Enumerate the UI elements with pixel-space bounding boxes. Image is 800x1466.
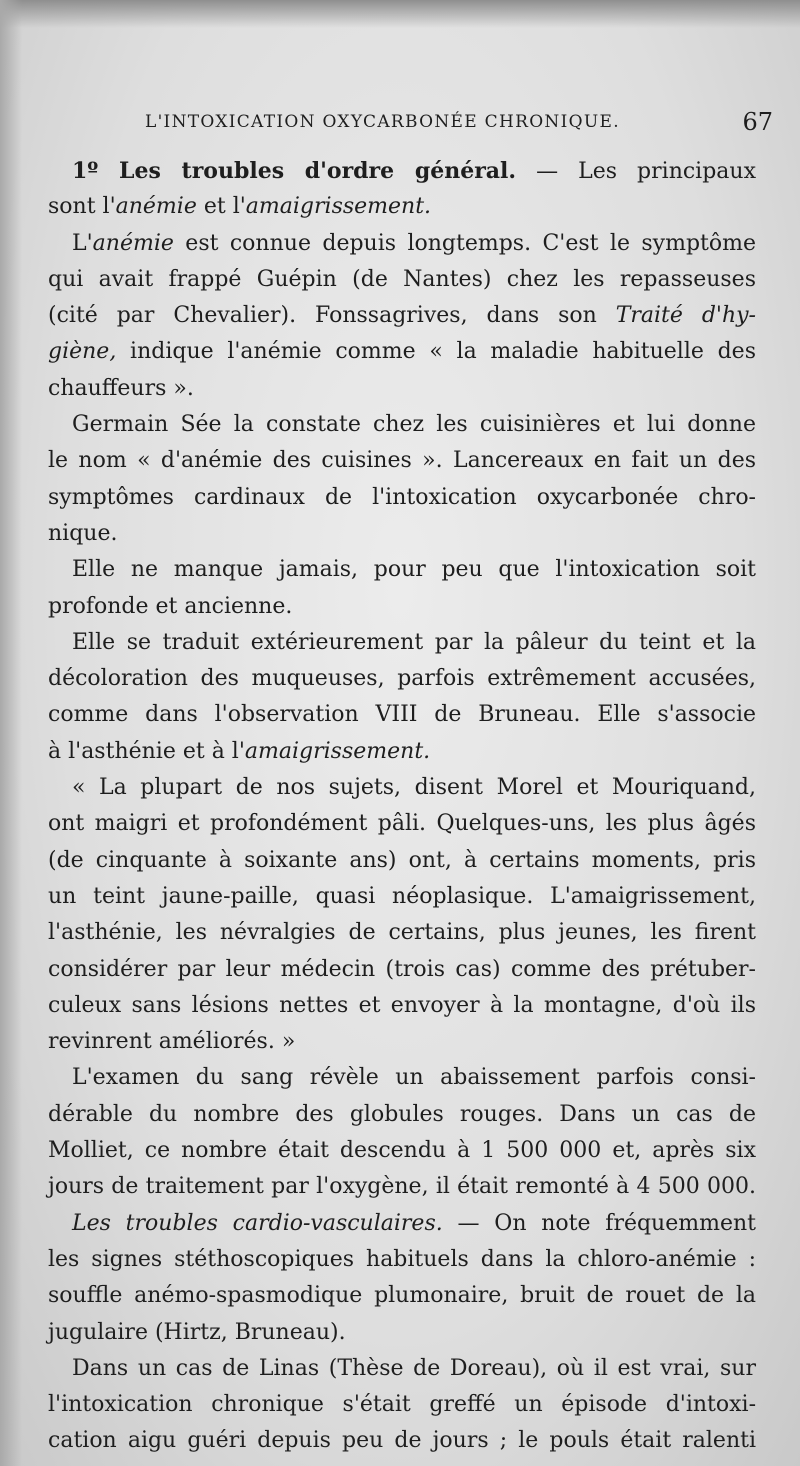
text-span: culeux sans lésions nettes et envoyer à la montagne, d'où ils [48,992,756,1018]
text-line [48,189,756,225]
text-span: Germain Sée la constate chez les cuisinières et lui donne [72,412,756,438]
text-line [48,589,756,625]
text-span: Elle se traduit extérieurement par la pâleur du teint et la [72,629,756,655]
text-span: décoloration des muqueuses, parfois extrêmement accusées, [48,666,756,692]
text-line [48,1169,756,1205]
text-span: Traité d'hy- [615,303,756,329]
text-line [48,334,756,370]
text-span: à l'asthénie et à l' [48,738,245,764]
text-span: cation aigu guéri depuis peu de jours ; le pouls était ralenti [48,1428,756,1454]
text-span: l'intoxication chronique s'était greffé un épisode d'intoxi- [48,1392,756,1418]
text-span: (de cinquante à soixante ans) ont, à certains moments, pris [48,847,756,873]
text-line [48,516,756,552]
text-span: anémie [115,194,197,220]
text-line [48,262,756,298]
text-span: L' [72,230,93,256]
text-span: anémie [92,230,174,256]
text-span: — On note fréquemment [442,1210,756,1236]
text-span: un teint jaune-paille, quasi néoplasique. L'amaigrissement, [48,883,756,909]
text-span: Les troubles cardio-vasculaires. [72,1210,443,1236]
text-span: jugulaire (Hirtz, Bruneau). [48,1319,346,1345]
text-span: symptômes cardinaux de l'intoxication oxycarbonée chro- [48,484,756,510]
text-span: L'examen du sang révèle un abaissement parfois consi- [72,1065,756,1091]
text-line [48,480,756,516]
text-line [48,770,756,806]
text-span: considérer par leur médecin (trois cas) comme des prétuber- [48,956,756,982]
text-line [48,1133,756,1169]
text-line [48,1387,756,1423]
text-span: 1º Les troubles d'ordre général. [72,158,517,184]
text-span: « La plupart de nos sujets, disent Morel et Mouriquand, [72,775,756,801]
text-span: souffle anémo-spasmodique plumonaire, bruit de rouet de la [48,1283,756,1309]
running-title: L'INTOXICATION OXYCARBONÉE CHRONIQUE. [145,112,620,132]
text-span: dérable du nombre des globules rouges. Dans un cas de [48,1101,756,1127]
text-line [48,988,756,1024]
body-text [48,153,756,1460]
scan-top-shadow [0,0,800,28]
text-line [48,843,756,879]
text-span: sont l' [48,194,116,220]
text-span: nique. [48,520,118,546]
text-line [48,806,756,842]
text-line [48,915,756,951]
text-line [48,371,756,407]
text-span: amaigrissement. [244,738,431,764]
text-line [48,1278,756,1314]
text-line [48,1351,756,1387]
text-span: (cité par Chevalier). Fonssagrives, dans son [48,303,616,329]
text-line [48,879,756,915]
text-line [48,1024,756,1060]
text-span: chauffeurs ». [48,375,194,401]
text-line [48,153,756,189]
text-line [48,734,756,770]
text-span: — Les principaux [516,159,756,184]
text-span: le nom « d'anémie des cuisines ». Lancereaux en fait un des [48,448,756,474]
text-span: jours de traitement par l'oxygène, il était remonté à 4 500 000. [48,1174,756,1200]
text-line [48,661,756,697]
text-span: Molliet, ce nombre était descendu à 1 500 000 et, après six [48,1138,756,1164]
running-head [145,108,773,142]
text-span: amaigrissement. [245,194,432,220]
text-span: est connue depuis longtemps. C'est le symptôme [173,230,756,256]
text-line [48,298,756,334]
text-line [48,1097,756,1133]
text-span: qui avait frappé Guépin (de Nantes) chez les repasseuses [48,266,756,292]
text-line [48,1242,756,1278]
text-span: l'asthénie, les névralgies de certains, plus jeunes, les firent [48,920,756,946]
text-line [48,697,756,733]
text-span: giène, [48,339,117,365]
text-span: Elle ne manque jamais, pour peu que l'intoxication soit [72,557,756,583]
text-line [48,625,756,661]
text-span: profonde et ancienne. [48,593,293,619]
text-line [48,226,756,262]
text-span: les signes stéthoscopiques habituels dans la chloro-anémie : [48,1246,756,1272]
text-line [48,1206,756,1242]
text-line [48,443,756,479]
text-span: indique l'anémie comme « la maladie habituelle des [116,339,756,365]
text-span: et l' [196,194,246,220]
text-line [48,1060,756,1096]
text-line [48,552,756,588]
text-span: comme dans l'observation VIII de Bruneau. Elle s'associe [48,702,756,728]
text-line [48,407,756,443]
text-line [48,952,756,988]
scan-left-shadow [0,0,22,1466]
text-line [48,1423,756,1459]
page-number: 67 [742,108,773,136]
text-span: Dans un cas de Linas (Thèse de Doreau), où il est vrai, sur [72,1355,756,1381]
text-span: ont maigri et profondément pâli. Quelques-uns, les plus âgés [48,811,756,837]
text-span: revinrent améliorés. » [48,1029,296,1055]
text-line [48,1315,756,1351]
